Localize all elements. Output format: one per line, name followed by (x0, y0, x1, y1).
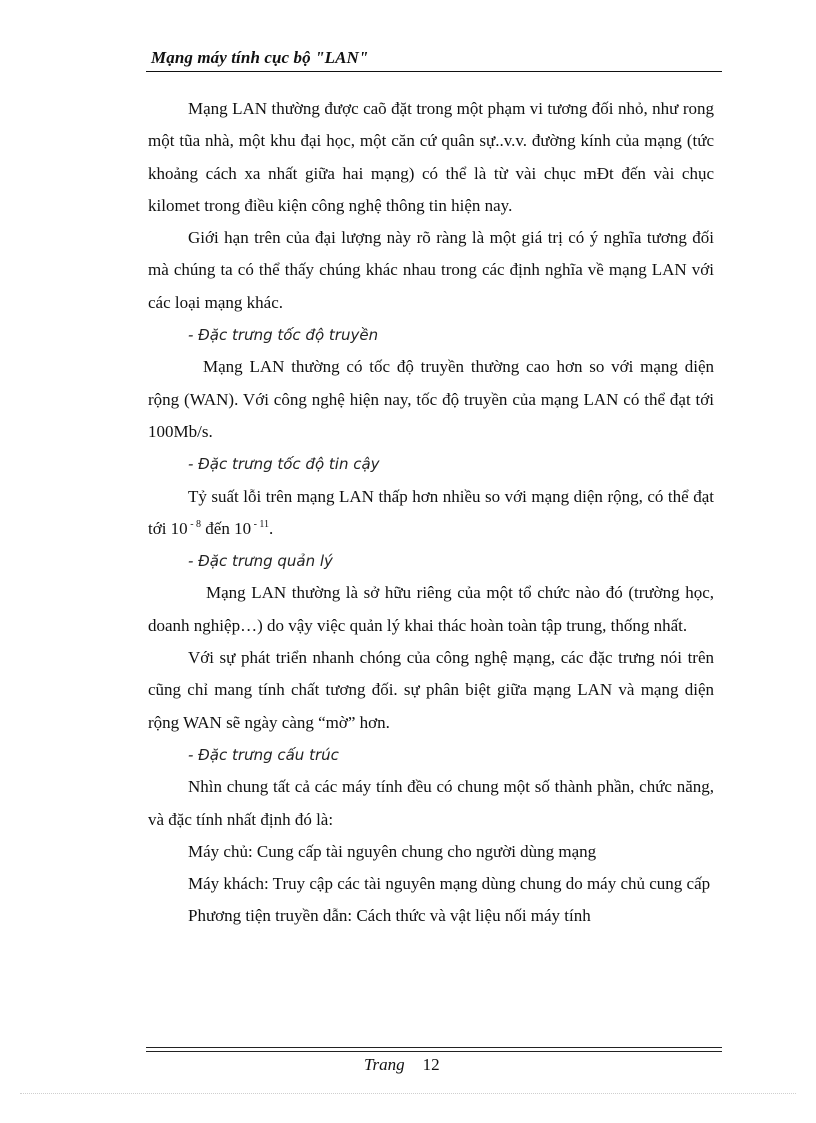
paragraph-lan-scope: Mạng LAN thường được caõ đặt trong một phạm vi tương đối nhỏ, như rong một tũa nhà, một khu đại học, một căn cứ quân sự..v.v. đường kính của mạng (tức khoảng cách xa nhất giữa hai mạng) có thể là từ vài chục mĐt đến vài chục kilomet trong điều kiện công nghệ thông tin hiện nay. (148, 99, 714, 215)
paragraph-transmission-speed: Mạng LAN thường có tốc độ truyền thường cao hơn so với mạng diện rộng (WAN). Với công nghệ hiện nay, tốc độ truyền của mạng LAN có thể đạt tới 100Mb/s. (148, 357, 714, 441)
page-label: Trang (364, 1055, 405, 1074)
page-edge-dotted-line (20, 1093, 796, 1094)
paragraph-development: Với sự phát triển nhanh chóng của công nghệ mạng, các đặc trưng nói trên cũng chỉ mang tính chất tương đối. sự phân biệt giữa mạng LAN và mạng diện rộng WAN sẽ ngày càng “mờ” hơn. (148, 648, 714, 732)
page-number: 12 (422, 1055, 440, 1074)
header-title: Mạng máy tính cục bộ "LAN" (151, 48, 369, 67)
heading-structure: - Đặc trưng cấu trúc (188, 745, 339, 764)
paragraph-server: Máy chủ: Cung cấp tài nguyên chung cho người dùng mạng (188, 841, 597, 861)
paragraph-management: Mạng LAN thường là sở hữu riêng của một tổ chức nào đó (trường học, doanh nghiệp…) do vậy việc quản lý khai thác hoàn toàn tập trung, thống nhất. (148, 583, 714, 635)
paragraph-reliability (148, 481, 714, 546)
reliability-text: Tỷ suất lỗi trên mạng LAN thấp hơn nhiều so với mạng diện rộng, có thể đạt tới 10 (148, 486, 714, 538)
heading-reliability: - Đặc trưng tốc độ tin cậy (188, 455, 380, 474)
exponent-2: - 11 (251, 518, 270, 530)
body-text (148, 93, 714, 933)
paragraph-client: Máy khách: Truy cập các tài nguyên mạng dùng chung do máy chủ cung cấp (188, 874, 711, 894)
reliability-text-mid: đến 10 (201, 518, 252, 538)
footer-divider-top (146, 1047, 722, 1048)
heading-transmission-speed: - Đặc trưng tốc độ truyền (188, 326, 379, 345)
paragraph-media: Phương tiện truyền dẫn: Cách thức và vật liệu nối máy tính (188, 906, 591, 926)
page-footer (364, 1055, 440, 1075)
footer-divider-bottom (146, 1051, 722, 1052)
paragraph-size-limit: Giới hạn trên của đại lượng này rõ ràng là một giá trị có ý nghĩa tương đối mà chúng ta có thể thấy chúng khác nhau trong các định nghĩa về mạng LAN với các loại mạng khác. (148, 228, 714, 312)
heading-management: - Đặc trưng quản lý (188, 552, 333, 571)
reliability-text-end: . (269, 518, 274, 538)
header-divider (146, 71, 722, 72)
paragraph-structure: Nhìn chung tất cả các máy tính đều có chung một số thành phần, chức năng, và đặc tính nhất định đó là: (148, 777, 714, 829)
exponent-1: - 8 (187, 518, 202, 530)
